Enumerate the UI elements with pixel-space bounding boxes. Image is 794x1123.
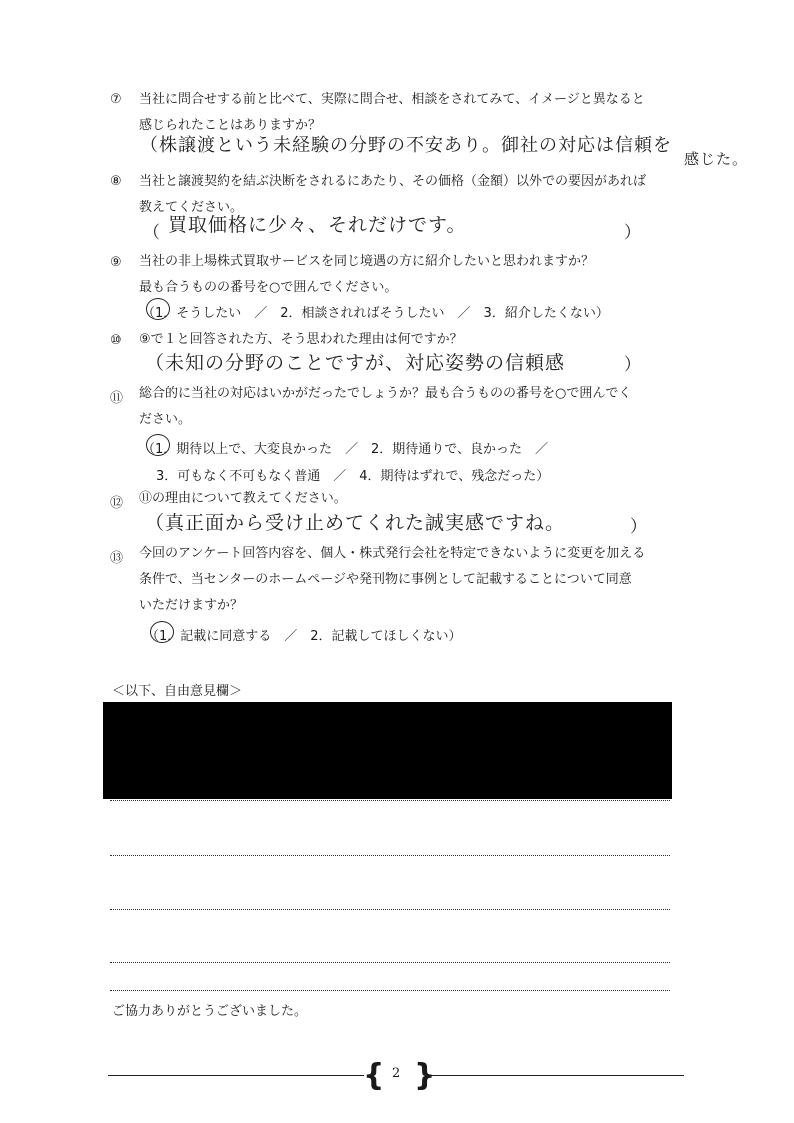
q9-number: ⑨ [110, 255, 122, 270]
q11-options-line1: （1．期待以上で、大変良かった ／ 2．期待通りで、良かった ／ [142, 442, 549, 457]
dotted-line-5 [110, 990, 670, 991]
q13-options: （1．記載に同意する ／ 2．記載してほしくない） [146, 629, 462, 644]
q8-paren-close: ） [624, 223, 641, 243]
q11-text-line1: 総合的に当社の対応はいかがだったでしょうか？最も合うものの番号を○で囲んでく [139, 386, 632, 401]
q7-text-line1: 当社に問合せする前と比べて、実際に問合せ、相談をされてみて、イメージと異なると [139, 92, 645, 107]
q8-number: ⑧ [110, 174, 122, 189]
q13-text-line3: いただけますか？ [139, 598, 244, 613]
q12-number: ⑫ [110, 496, 124, 511]
q9-text-line1: 当社の非上場株式買取サービスを同じ境遇の方に紹介したいと思われますか？ [139, 254, 595, 269]
page-bracket-left: { [363, 1058, 385, 1093]
q7-handwritten-answer-line2: 感じた。 [684, 150, 749, 168]
dotted-line-2 [110, 855, 670, 856]
q7-text-line2: 感じられたことはありますか？ [139, 118, 322, 133]
q9-options: （1．そうしたい ／ 2．相談されればそうしたい ／ 3．紹介したくない） [142, 306, 609, 321]
footer-line-left [108, 1075, 364, 1076]
q7-number: ⑦ [110, 92, 122, 107]
redacted-block [103, 702, 672, 799]
dotted-line-1 [110, 800, 670, 801]
footer-line-right [430, 1075, 684, 1076]
q12-paren-close: ） [630, 517, 647, 537]
q9-text-line2: 最も合うものの番号を○で囲んでください。 [139, 280, 398, 295]
q13-text-line2: 条件で、当センターのホームページや発刊物に事例として記載することについて同意 [139, 572, 632, 587]
q11-text-line2: ださい。 [139, 412, 192, 427]
closing-message: ご協力ありがとうございました。 [112, 1004, 308, 1019]
q12-handwritten-answer: （真正面から受け止めてくれた誠実感ですね。 [145, 512, 566, 534]
q11-number: ⑪ [110, 391, 124, 406]
q10-number: ⑩ [110, 333, 122, 348]
q10-text-line1: ⑨で１と回答された方、そう思われた理由は何ですか？ [139, 332, 463, 347]
dotted-line-4 [110, 962, 670, 963]
q8-text-line2: 教えてください。 [139, 200, 244, 215]
q13-number: ⑬ [110, 551, 124, 566]
q8-text-line1: 当社と譲渡契約を結ぶ決断をされるにあたり、その価格（金額）以外での要因があれば [139, 174, 647, 189]
dotted-line-3 [110, 909, 670, 910]
q13-text-line1: 今回のアンケート回答内容を、個人・株式発行会社を特定できないように変更を加える [139, 546, 646, 561]
q11-options-line2: 3．可もなく不可もなく普通 ／ 4．期待はずれで、残念だった） [156, 469, 550, 484]
q8-handwritten-answer: 買取価格に少々、それだけです。 [168, 214, 467, 236]
page-number: 2 [392, 1066, 401, 1081]
q10-handwritten-answer: （未知の分野のことですが、対応姿勢の信頼感 [145, 352, 566, 374]
q10-paren-close: ） [624, 355, 641, 375]
free-comment-heading: ＜以下、自由意見欄＞ [112, 684, 243, 699]
q7-handwritten-answer-line1: （株譲渡という未経験の分野の不安あり。御社の対応は信頼を [140, 135, 672, 156]
q8-paren-open: （ [143, 223, 160, 243]
q12-text-line1: ⑪の理由について教えてください。 [139, 491, 347, 506]
page-bracket-right: } [414, 1058, 436, 1093]
